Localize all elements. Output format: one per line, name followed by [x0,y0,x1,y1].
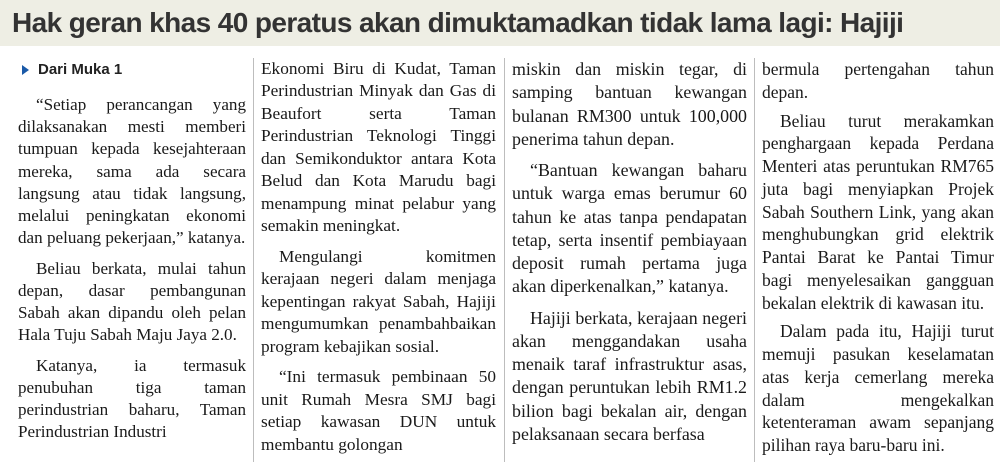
paragraph: Ekonomi Biru di Kudat, Taman Perindustrian Minyak dan Gas di Beaufort serta Taman Perindustrian Teknologi Tinggi dan Semikonduktor antara Kota Belud dan Kota Marudu bagi menampung minat pelabur yang semakin meningkat. [261,59,496,236]
paragraph: Dalam pada itu, Hajiji turut memuji pasukan keselamatan atas kerja cemerlang mereka dalam mengekalkan ketenteraman awam sepanjang pilihan raya baru-baru ini. [762,321,994,455]
paragraph: “Bantuan kewangan baharu untuk warga emas berumur 60 tahun ke atas tanpa pendapatan tetap, serta insentif pembiayaan deposit rumah pertama juga akan diperkenalkan,” katanya. [512,160,747,297]
kicker [18,58,246,82]
paragraph: Beliau turut merakamkan penghargaan kepada Perdana Menteri atas peruntukan RM765 juta bagi menyiapkan Projek Sabah Southern Link, yang akan menghubungkan grid elektrik Pantai Barat ke Pantai Timur bagi menyelesaikan gangguan bekalan elektrik di kawasan itu. [762,110,994,313]
article-column-2 [261,58,496,464]
kicker-label: Dari Muka 1 [38,61,123,78]
article-column-1 [18,58,246,452]
column-divider [754,58,755,462]
column-divider [253,58,254,462]
article-column-4 [762,58,994,463]
paragraph: “Ini termasuk pembinaan 50 unit Rumah Mesra SMJ bagi setiap kawasan DUN untuk membantu golongan [261,367,496,454]
paragraph: Katanya, ia termasuk penubuhan tiga taman perindustrian baharu, Taman Perindustrian Industri [18,355,246,442]
paragraph: Hajiji berkata, kerajaan negeri akan menggandakan usaha menaik taraf infrastruktur asas, dengan peruntukan lebih RM1.2 bilion bagi bekalan air, dengan pelaksanaan secara berfasa [512,307,747,444]
column-divider [504,58,505,462]
article-headline: Hak geran khas 40 peratus akan dimuktamadkan tidak lama lagi: Hajiji [12,7,904,38]
paragraph: Mengulangi komitmen kerajaan negeri dalam menjaga kepentingan rakyat Sabah, Hajiji mengumumkan penambahbaikan program kebajikan sosial. [261,246,496,356]
triangle-right-icon [22,65,29,75]
paragraph: miskin dan miskin tegar, di samping bantuan kewangan bulanan RM300 untuk 100,000 penerima tahun depan. [512,59,747,149]
paragraph: “Setiap perancangan yang dilaksanakan mesti memberi tumpuan kepada kesejahteraan mereka, sama ada secara langsung atau tidak langsung, melalui peningkatan ekonomi dan peluang pekerjaan,” katanya. [18,95,246,248]
article-column-3 [512,58,747,454]
paragraph: bermula pertengahan tahun depan. [762,59,994,102]
paragraph: Beliau berkata, mulai tahun depan, dasar pembangunan Sabah akan dipandu oleh pelan Hala Tuju Sabah Maju Jaya 2.0. [18,258,246,345]
